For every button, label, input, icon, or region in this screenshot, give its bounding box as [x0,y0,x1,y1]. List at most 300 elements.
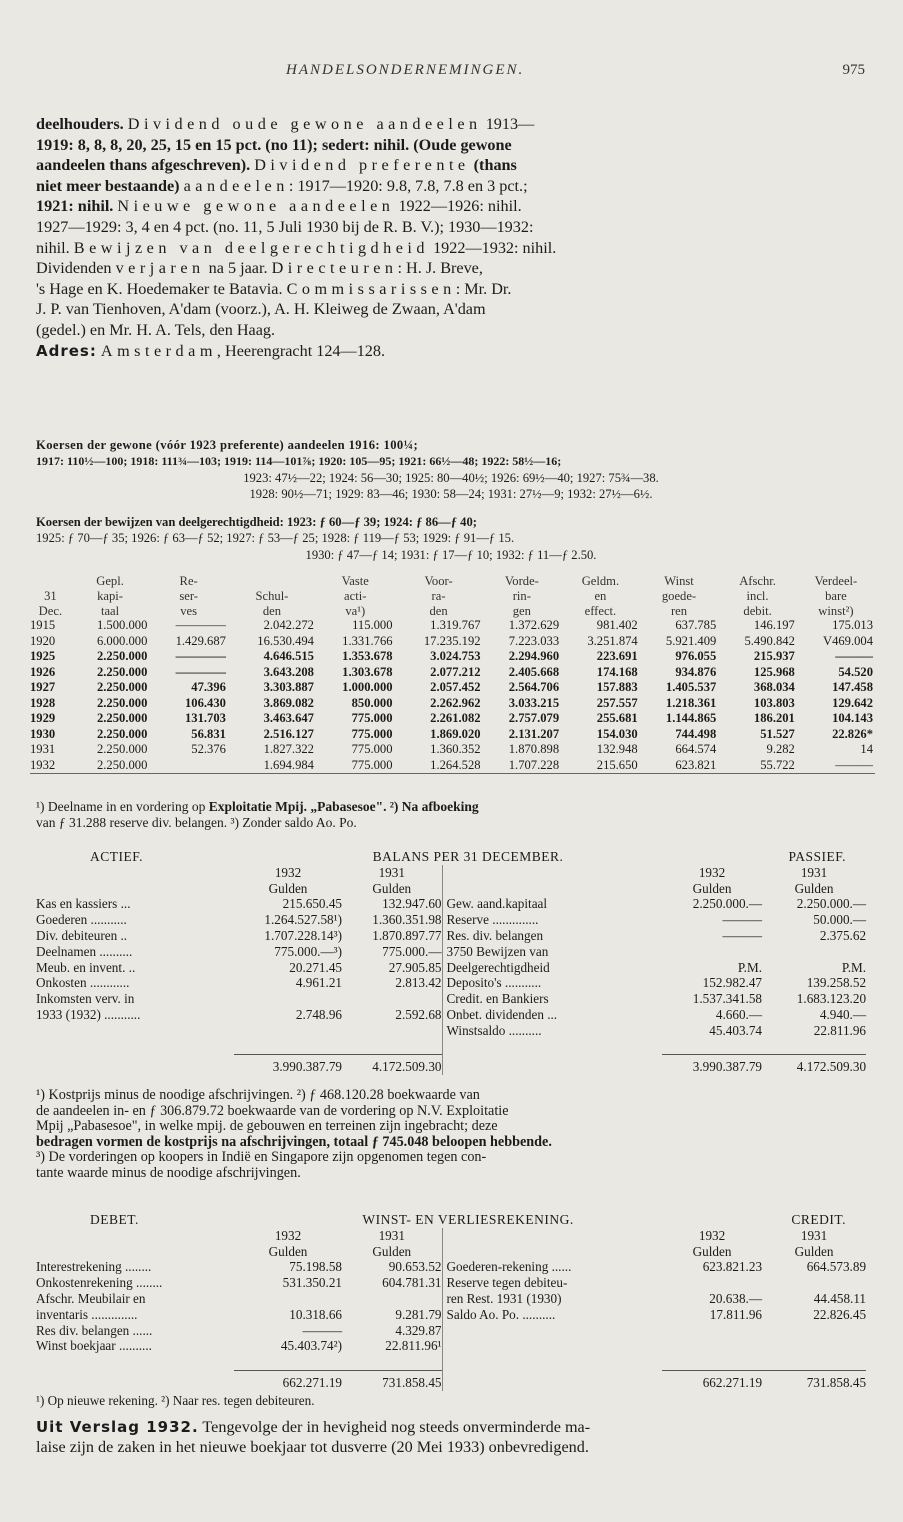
rule-cell [30,774,875,775]
header-text: en [594,588,607,603]
account-amount [234,991,342,1007]
table-cell: 775.000 [351,757,393,772]
profit-loss-footnote: ¹) Op nieuwe rekening. ²) Naar res. tegen debiteuren. [36,1392,315,1408]
table-cell: 3.643.208 [263,664,314,679]
table-cell: 1.360.352 [430,742,481,757]
text-line: (gedel.) en Mr. H. A. Tels, den Haag. [36,320,276,339]
account-amount: ——— [302,1322,342,1338]
table-row [30,680,875,696]
account-amount: 45.403.74²) [280,1338,342,1354]
text-span: Dividend oude gewone aandeelen [127,115,482,133]
header-cell [442,881,662,897]
account-row [36,1307,866,1323]
header-text: ra- [431,588,446,603]
spacer-cell [234,1354,342,1370]
table-cell: 368.034 [753,680,795,695]
price-line: 1930: ƒ 47—ƒ 14; 1931: ƒ 17—ƒ 10; 1932: ƒ 11—ƒ 2.50. [305,547,597,562]
header-text: Geldm. [581,574,620,588]
header-text: bare [825,588,847,603]
account-amount [234,1291,342,1307]
account-label: Res div. belangen ...... [36,1322,153,1338]
table-cell: 174.168 [596,664,638,679]
header-cell [442,1244,662,1260]
header-text: Schul- [255,588,289,603]
total-spacer [36,1370,234,1390]
text-line: J. P. van Tienhoven, A'dam (voorz.), A. H. Kleiweg de Zwaan, A'dam [36,300,486,319]
table-cell: 664.574 [675,742,717,757]
account-amount: 604.781.31 [382,1275,442,1291]
spacer-cell [442,1354,662,1370]
header-cell: 1931 [378,864,405,880]
account-amount: 2.250.000.— [692,896,763,912]
text-span: deelhouders. [36,115,128,133]
table-cell: ——— [835,649,873,664]
address-label: Adres: [36,341,97,360]
table-cell: 1927 [30,680,56,695]
table-row [30,665,875,681]
table-cell: 744.498 [675,726,717,741]
right-title: CREDIT. [791,1212,847,1227]
table-cell: 215.650 [596,757,638,772]
account-amount: 4.961.21 [295,975,342,991]
account-amount: 2.250.000.— [796,896,867,912]
table-cell: 2.057.452 [430,680,481,695]
table-cell: 5.490.842 [744,633,795,648]
header-text: taal [100,603,120,618]
report-label: Uit Verslag 1932. [36,1418,199,1436]
header-cell: Gulden [794,1243,834,1259]
table-cell: 125.968 [753,664,795,679]
address-city: Amsterdam [100,341,217,360]
text-span: 1922—1932: nihil. [429,238,557,257]
table-cell: 3.303.887 [263,680,314,695]
table-cell: 115.000 [352,618,393,633]
left-title: DEBET. [90,1212,139,1227]
account-amount: 4.940.— [819,1006,867,1022]
account-row [36,991,866,1007]
account-amount [662,1338,762,1354]
table-cell: 5.921.409 [665,633,717,648]
table-cell: 2.131.207 [508,726,560,741]
profit-loss-account [36,1212,866,1409]
header-text: Gepl. [96,574,124,588]
table-cell: ——— [835,757,873,772]
account-amount: P.M. [841,959,867,975]
header-text: acti- [344,588,367,603]
account-row [36,960,866,976]
account-label [442,1338,662,1354]
column-header [561,574,640,618]
table-cell: 51.527 [760,726,795,741]
balance-table [36,849,866,1075]
dividend-paragraph [36,114,866,361]
header-cell [442,865,662,881]
header-cell: 1932 [698,864,726,880]
spacer-cell [662,1354,762,1370]
balance-sheet [36,849,866,1075]
table-cell: 850.000 [351,695,393,710]
header-cell: 1931 [800,1227,828,1243]
running-title: HANDELSONDERNEMINGEN. [286,62,525,78]
header-cell: Gulden [268,1243,308,1259]
table-cell: 1.500.000 [96,618,148,633]
history-header-row [30,574,875,618]
account-label: Gew. aand.kapitaal [442,896,662,912]
account-amount: 152.982.47 [702,975,763,991]
account-amount: 2.813.42 [395,975,442,991]
table-cell: 2.516.127 [263,726,314,741]
column-header [71,574,150,618]
table-cell: 157.883 [596,680,638,695]
account-amount: 20.638.— [709,1290,763,1306]
text-span: Tengevolge der in hevigheid nog steeds onverminderde ma- [198,1418,591,1436]
account-label: Interestrekening ........ [36,1259,152,1275]
account-amount [662,1323,762,1339]
note-line: ¹) Kostprijs minus de noodige afschrijvingen. ²) ƒ 468.120.28 boekwaarde van [36,1087,480,1103]
table-cell: 257.557 [596,695,638,710]
table-cell: 104.143 [832,711,873,726]
table-cell: 3.024.753 [430,649,481,664]
unit-header-row [36,1244,866,1260]
spacer-cell [36,1039,234,1055]
account-row [36,1023,866,1039]
account-title-row [36,849,866,865]
table-cell: 1.353.678 [342,649,393,664]
header-text: Verdeel- [814,574,858,588]
account-amount [762,944,866,960]
account-row [36,1275,866,1291]
column-header [395,574,483,618]
text-span: : Mr. Dr. [455,279,512,298]
table-cell: 1.218.361 [665,695,717,710]
account-row [36,912,866,928]
account-label: inventaris .............. [36,1306,138,1322]
spacer-cell [762,1039,866,1055]
account-amount: 1.683.123.20 [796,991,867,1007]
table-row [30,696,875,712]
account-label: Winstsaldo .......... [442,1023,662,1039]
price-line: Koersen der bewijzen van deelgerechtigdheid: 1923: ƒ 60—ƒ 39; 1924: ƒ 86—ƒ 40; [36,515,477,529]
total-amount: 662.271.19 [662,1370,762,1390]
account-label: Winst boekjaar .......... [36,1338,152,1354]
account-label: Onkostenrekening ........ [36,1275,163,1291]
account-amount [342,1291,442,1307]
header-text: goede- [661,588,697,603]
header-text: effect. [584,603,617,618]
account-row [36,1323,866,1339]
column-header [228,574,316,618]
table-cell: 2.294.960 [508,649,560,664]
account-label: Inkomsten verv. in [36,991,135,1007]
right-title: PASSIEF. [788,849,847,864]
header-cell [36,881,234,897]
profit-loss-table [36,1212,866,1391]
table-cell [149,758,228,774]
header-cell: Gulden [372,880,412,896]
text-span: Exploitatie Mpij. „Pabasesoe". [208,799,387,814]
table-cell: 2.250.000 [96,664,148,679]
price-line: 1928: 90½—71; 1929: 83—46; 1930: 58—24; 1931: 27½—9; 1932: 27½—6½. [249,487,653,502]
header-cell [442,1228,662,1244]
header-cell: 1931 [800,864,828,880]
account-amount [342,991,442,1007]
header-cell [36,865,234,881]
table-cell: 2.262.962 [430,695,481,710]
table-cell: 2.250.000 [96,711,148,726]
table-cell: 775.000 [351,726,393,741]
spacer-cell [442,1039,662,1055]
header-text: ves [180,603,198,618]
text-span: niet meer bestaande) [36,176,184,195]
text-span: Dividend preferente [254,156,470,175]
table-cell: 2.250.000 [96,680,148,695]
text-span: 1913— [481,115,535,133]
header-text: incl. [746,588,769,603]
table-cell: 52.376 [191,742,226,757]
account-label: 1933 (1932) ........... [36,1006,141,1022]
text-span: ¹) Deelname in en vordering op [36,799,209,814]
account-amount: 17.811.96 [709,1306,763,1322]
table-cell: 1.405.537 [665,680,717,695]
table-cell: 7.223.033 [508,633,560,648]
header-text: winst²) [818,603,854,618]
column-header [316,574,395,618]
account-label: Deposito's ........... [442,975,662,991]
text-span: aandeelen [183,176,289,195]
account-label: Goederen ........... [36,912,127,928]
table-cell: 1.372.629 [508,618,560,633]
account-amount: 1.870.897.77 [372,927,442,943]
center-title: WINST- EN VERLIESREKENING. [362,1212,574,1227]
account-row [36,1291,866,1307]
table-row [30,758,875,774]
table-cell: 3.251.874 [587,633,638,648]
header-text: gen [512,603,531,618]
header-text: Dec. [38,603,63,618]
text-span: Dividenden [36,259,116,278]
account-label [36,1023,234,1039]
account-label: Onkosten ............ [36,975,130,991]
table-cell: 6.000.000 [96,633,148,648]
account-amount: 1.360.351.98 [372,912,442,928]
header-cell [36,1244,234,1260]
table-cell: 9.282 [766,742,795,757]
table-cell: 934.876 [675,664,717,679]
table-cell: V469.004 [822,633,873,648]
unit-header-row [36,881,866,897]
account-amount: 22.811.96¹ [385,1338,442,1354]
spacer-row [36,1354,866,1370]
account-amount: 27.905.85 [388,959,442,975]
account-label: Afschr. Meubilair en [36,1290,146,1306]
account-label [442,1323,662,1339]
table-cell: ———— [175,649,226,664]
column-header [483,574,562,618]
header-cell: Gulden [794,880,834,896]
table-cell: 132.948 [596,742,638,757]
account-amount: 75.198.58 [289,1259,342,1275]
page-number: 975 [842,62,865,78]
header-text: kapi- [97,588,124,603]
account-amount: 9.281.79 [395,1306,442,1322]
certificate-prices [36,514,866,563]
account-label: Res. div. belangen [442,928,662,944]
table-row [30,742,875,758]
account-amount: 10.318.66 [289,1306,342,1322]
header-text: den [429,603,448,618]
header-text: debit. [743,603,772,618]
header-cell [36,1228,234,1244]
account-amount [762,1323,866,1339]
text-span: Na afboeking [401,799,479,814]
account-label: Reserve tegen debiteu- [442,1275,662,1291]
column-header [718,574,797,618]
table-cell: 186.201 [753,711,795,726]
table-cell: 981.402 [596,618,638,633]
column-header [640,574,719,618]
table-cell: 106.430 [185,695,226,710]
address-street: , Heerengracht 124—128. [216,341,386,360]
account-amount [762,1275,866,1291]
table-cell: 54.520 [838,664,873,679]
table-row [30,649,875,665]
account-amount: 623.821.23 [702,1259,763,1275]
account-amount: 139.258.52 [806,975,867,991]
table-cell: 1929 [30,711,56,726]
header-text: Vorde- [504,574,539,588]
table-row [30,634,875,650]
table-cell: 3.033.215 [508,695,560,710]
account-row [36,944,866,960]
spacer-cell [342,1039,442,1055]
table-cell: 2.564.706 [508,680,560,695]
table-cell: 1930 [30,726,56,741]
table-row [30,727,875,743]
table-cell: 2.250.000 [96,649,148,664]
account-label: Kas en kassiers ... [36,896,131,912]
table-cell: 1.870.898 [508,742,560,757]
header-text: Winst [664,574,694,588]
total-amount: 731.858.45 [762,1370,866,1390]
history-footnote [36,799,866,830]
header-cell: 1931 [378,1227,405,1243]
account-row [36,928,866,944]
table-cell: 1926 [30,664,56,679]
account-row [36,1259,866,1275]
table-cell: 1.319.767 [430,618,481,633]
table-cell: 1.707.228 [508,757,560,772]
table-cell: 146.197 [753,618,795,633]
left-title: ACTIEF. [90,849,144,864]
account-amount: 44.458.11 [813,1290,867,1306]
table-cell: 255.681 [596,711,638,726]
total-spacer [36,1055,234,1075]
text-span: : H. J. Breve, [397,259,483,278]
table-cell: 2.261.082 [430,711,481,726]
total-amount: 4.172.509.30 [762,1055,866,1075]
account-label: Onbet. dividenden ... [442,1007,662,1023]
price-line: 1925: ƒ 70—ƒ 35; 1926: ƒ 63—ƒ 52; 1927: ƒ 53—ƒ 25; 1928: ƒ 119—ƒ 53; 1929: ƒ 91—ƒ 15. [36,531,515,546]
account-amount: 215.650.45 [282,896,342,912]
header-text: rin- [512,588,531,603]
account-amount: 1.537.341.58 [692,991,763,1007]
account-amount: ——— [722,912,763,928]
table-cell: 1915 [30,618,56,633]
table-cell: 1.331.766 [342,633,393,648]
account-amount: 775.000.—³) [274,943,342,959]
totals-row [36,1370,866,1390]
header-cell: 1932 [274,1227,302,1243]
totals-row [36,1055,866,1075]
table-cell: 2.250.000 [96,742,148,757]
total-amount: 662.271.19 [234,1370,342,1390]
table-cell: 55.722 [760,757,795,772]
note-line: Mpij „Pabasesoe", in welke mpij. de gebouwen en terreinen zijn ingebracht; deze [36,1118,498,1135]
account-row [36,896,866,912]
table-cell: 2.042.272 [263,618,314,633]
price-line: Koersen der gewone (vóór 1923 preferente) aandeelen 1916: 100¼; [36,438,419,452]
account-label: Deelgerechtigdheid [442,960,662,976]
account-amount: 22.826.45 [813,1306,867,1322]
header-cell: Gulden [268,880,308,896]
table-cell: 2.250.000 [96,695,148,710]
header-text: Afschr. [739,574,776,588]
header-text: va¹) [345,603,366,618]
price-line: 1917: 110½—100; 1918: 111¾—103; 1919: 114—101⅞; 1920: 105—95; 1921: 66½—48; 1922: 58½—16; [36,454,562,469]
address-line [36,341,866,362]
table-cell: ———— [175,664,226,679]
account-amount [762,1338,866,1354]
year-header-row [36,865,866,881]
table-cell: 2.250.000 [96,757,148,772]
table-cell: 22.826* [832,726,873,741]
table-cell: 1.694.984 [263,757,314,772]
total-spacer [442,1370,662,1390]
spacer-cell [36,1354,234,1370]
table-cell: 129.642 [832,695,873,710]
total-amount: 3.990.387.79 [234,1055,342,1075]
header-cell: 1932 [698,1227,726,1243]
note-line: ³) De vorderingen op koopers in Indië en Singapore zijn opgenomen tegen con- [36,1149,487,1166]
account-title-row [36,1212,866,1228]
account-amount: 132.947.60 [382,896,442,912]
text-span: Commissarissen [286,279,456,298]
table-cell: 3.869.082 [263,695,314,710]
table-cell: 1925 [30,649,56,664]
text-span: 1921: nihil. [36,197,118,216]
table-cell: 3.463.647 [263,711,314,726]
account-amount: 90.653.52 [388,1259,442,1275]
table-cell: 1931 [30,742,56,757]
account-amount [662,1275,762,1291]
table-cell: 131.703 [185,711,226,726]
balance-notes [36,1088,866,1182]
table-cell: 56.831 [191,726,226,741]
account-amount: 4.660.— [715,1006,763,1022]
header-text: 31 [44,588,57,603]
header-text: Voor- [424,574,453,588]
account-amount: 22.811.96 [813,1022,867,1038]
account-label: Deelnamen .......... [36,943,133,959]
text-span: Bewijzen van deelgerechtigdheid [73,238,430,257]
account-amount [662,944,762,960]
header-cell: Gulden [692,880,732,896]
table-cell: 2.757.079 [508,711,560,726]
column-header [149,574,228,618]
table-cell: 1932 [30,757,56,772]
header-text: Vaste [341,574,369,588]
year-header-row [36,1228,866,1244]
